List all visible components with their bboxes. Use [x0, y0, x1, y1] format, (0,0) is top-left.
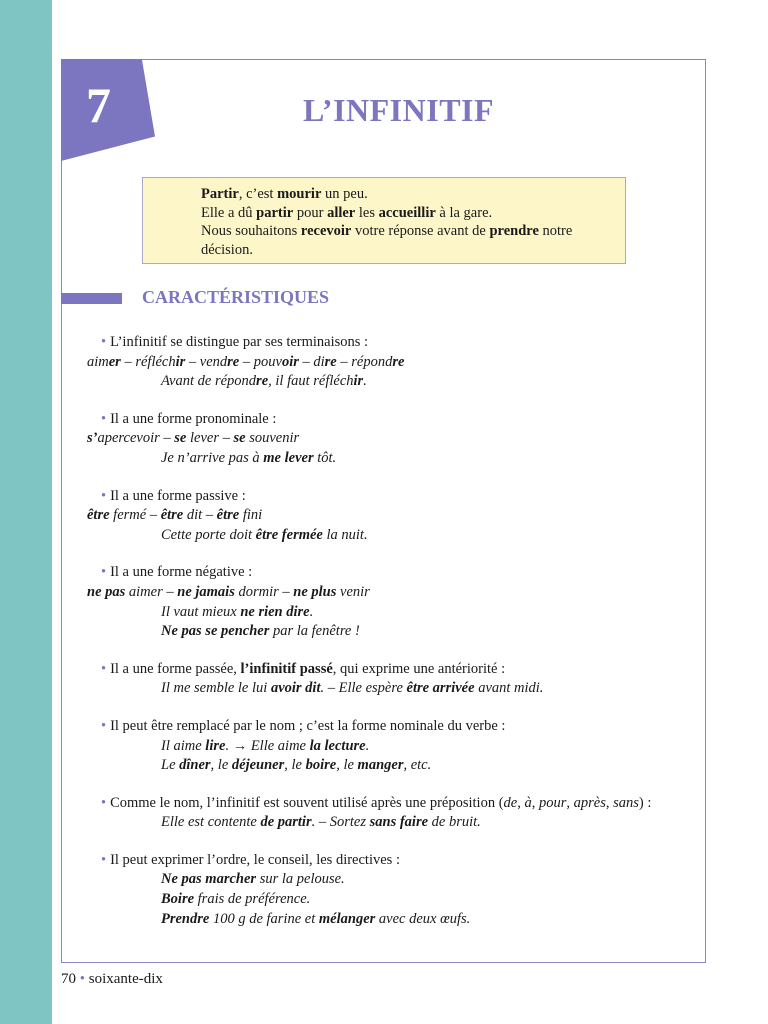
text-run: avant midi.	[474, 680, 544, 697]
page-footer	[61, 971, 163, 988]
bullet-icon: •	[101, 334, 107, 350]
section-bar	[61, 293, 122, 304]
text-run: manger	[357, 757, 404, 774]
text-run: sur la pelouse.	[256, 871, 345, 888]
text-run: er	[108, 353, 121, 370]
text-run: notre	[538, 223, 573, 239]
text-run: , le	[336, 757, 358, 774]
text-run: ne pas	[87, 583, 126, 600]
text-run: re	[227, 353, 240, 370]
text-run: aim	[87, 353, 109, 370]
text-run: Elle aime	[247, 737, 310, 754]
text-run: Le	[161, 757, 180, 774]
text-run: oir	[281, 353, 299, 370]
characteristic-statement	[101, 410, 691, 430]
text-run: l’infinitif passé	[240, 660, 333, 677]
example-sentence	[201, 204, 601, 223]
text-run: avoir dit	[270, 680, 321, 697]
verb-forms	[87, 429, 691, 449]
text-run: , etc.	[403, 757, 432, 774]
characteristic-item	[101, 660, 691, 699]
text-run: ir	[175, 353, 186, 370]
text-run: frais de préférence.	[194, 891, 311, 908]
side-color-strip	[0, 0, 52, 1024]
text-run: ne plus	[293, 583, 337, 600]
example-sentence	[161, 679, 691, 699]
example-sentence	[201, 222, 601, 241]
text-run: . – Elle espère	[320, 680, 407, 697]
text-run: dîner	[179, 757, 211, 774]
text-run: être	[87, 507, 110, 524]
verb-forms	[87, 353, 691, 373]
text-run: .	[363, 373, 367, 390]
text-run: Prendre	[161, 910, 210, 927]
example-sentence	[161, 622, 691, 642]
text-run: se	[174, 430, 187, 447]
example-sentence	[161, 526, 691, 546]
text-run: être	[216, 507, 240, 524]
example-sentence	[161, 910, 691, 930]
text-run: , qui exprime une antériorité :	[332, 660, 506, 677]
example-sentence	[201, 241, 601, 260]
text-run: Partir	[201, 186, 239, 202]
characteristic-item	[101, 851, 691, 929]
text-run: aller	[327, 204, 356, 221]
text-run: de bruit.	[428, 814, 481, 831]
example-sentence	[161, 813, 691, 833]
bullet-icon: •	[101, 660, 107, 677]
text-run: – répond	[336, 353, 393, 370]
text-run: la nuit.	[322, 526, 368, 543]
text-run: lire	[205, 737, 226, 754]
text-run: →	[232, 737, 248, 754]
text-run: décision.	[201, 241, 253, 258]
chapter-number: 7	[86, 77, 111, 133]
text-run: Il a une forme passive :	[110, 487, 246, 504]
text-run: sans faire	[369, 814, 429, 831]
text-run: ir	[353, 373, 364, 390]
text-run: avec deux œufs.	[375, 910, 471, 927]
characteristic-statement	[101, 563, 691, 583]
text-run: dit –	[183, 507, 217, 524]
text-run: Il peut exprimer l’ordre, le conseil, les directives :	[110, 851, 400, 868]
text-run: après	[573, 794, 606, 811]
text-run: .	[365, 737, 370, 754]
text-run: ,	[566, 794, 574, 811]
text-run: mélanger	[318, 910, 376, 927]
page-number: 70	[61, 971, 76, 987]
text-run: les	[355, 204, 379, 221]
text-run: . – Sortez	[311, 814, 370, 831]
text-run: ,	[605, 794, 614, 811]
bullet-icon: •	[101, 717, 107, 734]
text-run: Boire	[161, 891, 195, 908]
text-run: partir	[256, 204, 294, 221]
text-run: Ne pas se pencher	[161, 623, 270, 640]
text-run: tôt.	[313, 449, 337, 466]
characteristic-statement	[101, 794, 691, 814]
text-run: à	[524, 794, 532, 811]
text-run: – réfléch	[120, 353, 176, 370]
text-run: Elle est contente	[161, 814, 261, 831]
text-run: Ne pas marcher	[161, 871, 257, 888]
text-run: fermé –	[109, 507, 161, 524]
characteristic-item	[87, 563, 691, 641]
example-sentence	[161, 603, 691, 623]
characteristic-statement	[101, 717, 691, 737]
text-run: – di	[298, 353, 325, 370]
text-run: être arrivée	[406, 680, 475, 697]
example-sentence	[161, 737, 691, 757]
bullet-icon: •	[101, 487, 107, 504]
text-run: ne jamais	[177, 583, 235, 600]
text-run: re	[256, 373, 269, 390]
text-run: , le	[284, 757, 306, 774]
text-run: 100 g de farine et	[209, 910, 319, 927]
characteristic-item	[87, 487, 691, 546]
text-run: – pouv	[239, 353, 282, 370]
text-run: ) :	[638, 794, 652, 811]
text-run: Elle a dû	[201, 204, 257, 221]
text-run: de partir	[260, 814, 312, 831]
text-run: recevoir	[300, 223, 352, 239]
characteristic-statement	[101, 851, 691, 871]
text-run: pour	[538, 794, 567, 811]
text-run: Cette porte doit	[161, 526, 256, 543]
text-run: , c’est	[238, 186, 278, 202]
text-run: – vend	[185, 353, 228, 370]
text-run: s’	[87, 430, 98, 447]
characteristic-item	[101, 794, 691, 833]
text-run: la lecture	[309, 737, 366, 754]
example-sentence	[201, 185, 601, 204]
text-run: accueillir	[378, 204, 436, 221]
text-run: ne rien dire	[240, 603, 310, 620]
verb-forms	[87, 583, 691, 603]
characteristic-item	[101, 717, 691, 776]
characteristics-list	[87, 333, 691, 947]
example-sentence	[161, 372, 691, 392]
page-number-words: soixante-dix	[88, 971, 163, 987]
bullet-icon: •	[101, 794, 107, 811]
text-run: venir	[336, 583, 370, 600]
text-run: apercevoir –	[97, 430, 175, 447]
page-title: L’INFINITIF	[303, 92, 495, 128]
text-run: de	[503, 794, 518, 811]
text-run: se	[233, 430, 246, 447]
text-run: souvenir	[245, 430, 300, 447]
text-run: re	[392, 353, 405, 370]
text-run: .	[309, 603, 314, 620]
bullet-icon: •	[101, 564, 107, 581]
section-title: CARACTÉRISTIQUES	[142, 287, 330, 307]
text-run: pour	[293, 204, 328, 221]
example-sentence	[161, 756, 691, 776]
text-run: être fermée	[255, 526, 323, 543]
text-run: Il a une forme négative :	[110, 564, 253, 581]
text-run: mourir	[277, 186, 322, 202]
text-run: à la gare.	[435, 204, 493, 221]
text-run: lever –	[186, 430, 234, 447]
text-run: sans	[613, 794, 639, 811]
text-run: , le	[210, 757, 232, 774]
text-run: ,	[517, 794, 525, 811]
text-run: .	[225, 737, 233, 754]
text-run: déjeuner	[231, 757, 285, 774]
text-run: Avant de répond	[161, 373, 257, 390]
bullet-icon: •	[101, 410, 107, 427]
example-sentences-box	[142, 177, 626, 264]
text-run: Nous souhaitons	[201, 223, 301, 239]
text-run: Il peut être remplacé par le nom ; c’est la forme nominale du verbe :	[110, 717, 506, 734]
characteristic-statement	[101, 660, 691, 680]
text-run: Je n’arrive pas à	[161, 449, 264, 466]
text-run: par la fenêtre !	[269, 623, 360, 640]
text-run: Comme le nom, l’infinitif est souvent utilisé après une préposition (	[110, 794, 504, 811]
text-run: me lever	[263, 449, 314, 466]
example-sentence	[161, 870, 691, 890]
text-run: fini	[239, 507, 263, 524]
text-run: dormir –	[234, 583, 294, 600]
text-run: un peu.	[321, 186, 368, 202]
text-run: prendre	[489, 223, 539, 239]
text-run: Il vaut mieux	[161, 603, 241, 620]
verb-forms	[87, 506, 691, 526]
characteristic-item	[87, 410, 691, 469]
characteristic-item	[87, 333, 691, 392]
footer-separator: •	[79, 971, 86, 987]
example-sentence	[161, 890, 691, 910]
characteristic-statement	[101, 333, 691, 353]
text-run: Il a une forme passée,	[110, 660, 241, 677]
text-run: , il faut réfléch	[268, 373, 354, 390]
text-run: aimer –	[125, 583, 178, 600]
example-sentence	[161, 449, 691, 469]
characteristic-statement	[101, 487, 691, 507]
text-run: L’infinitif se distingue par ses terminaisons :	[110, 334, 369, 350]
text-run: ,	[531, 794, 539, 811]
bullet-icon: •	[101, 851, 107, 868]
text-run: être	[160, 507, 184, 524]
text-run: Il me semble le lui	[161, 680, 271, 697]
text-run: Il aime	[161, 737, 206, 754]
text-run: votre réponse avant de	[351, 223, 490, 239]
text-run: Il a une forme pronominale :	[110, 410, 277, 427]
text-run: re	[324, 353, 337, 370]
text-run: boire	[305, 757, 337, 774]
